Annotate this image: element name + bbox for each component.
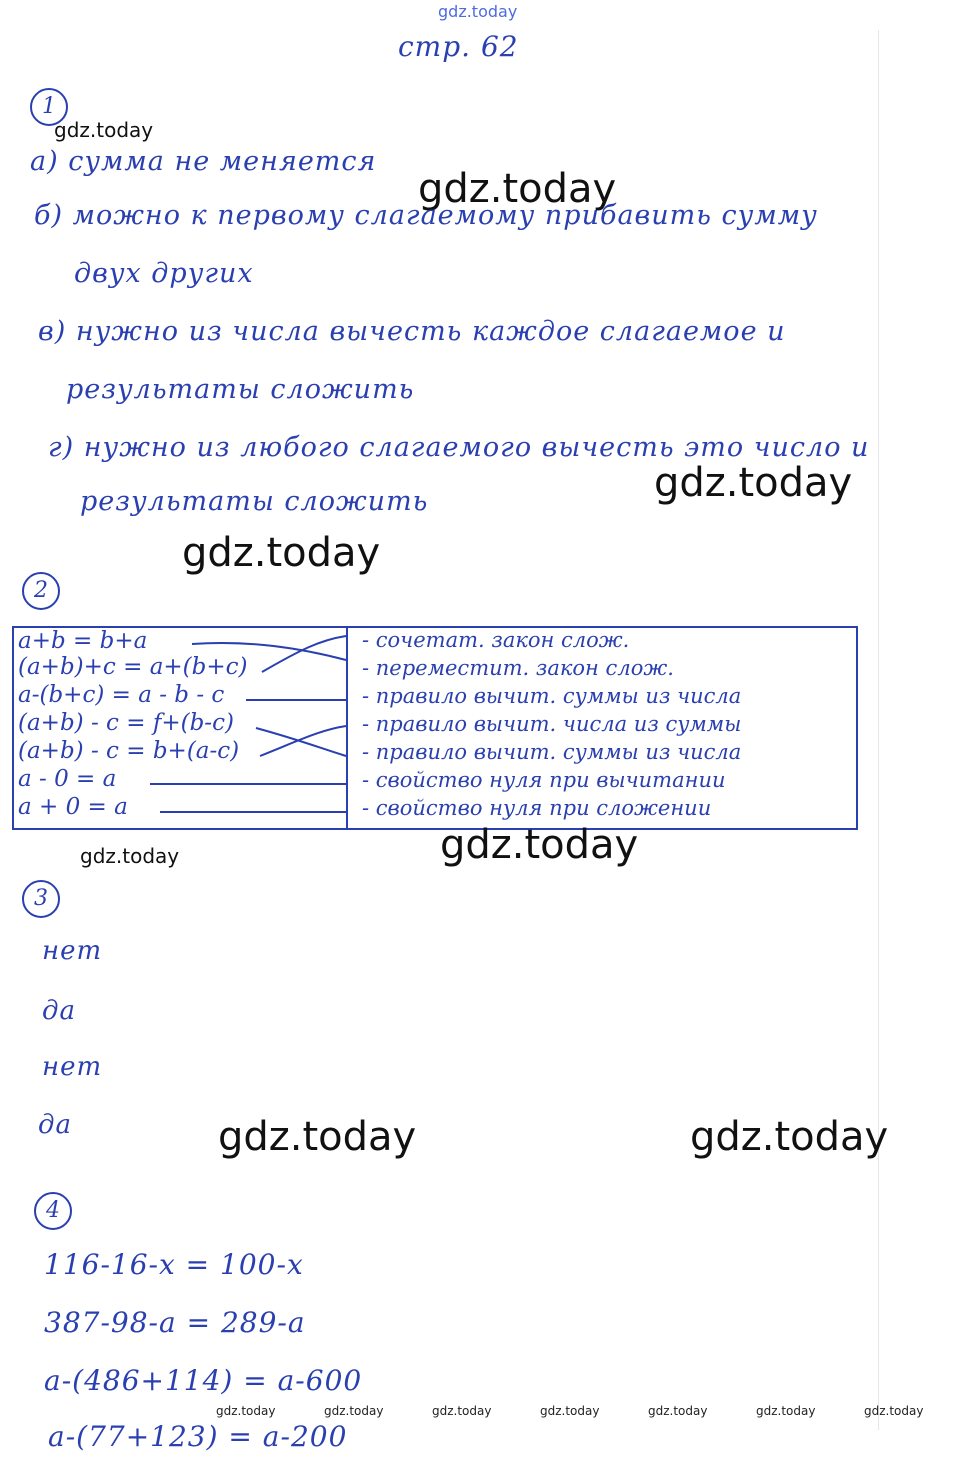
task2-left-1: a+b = b+a	[18, 628, 148, 654]
task2-number: 2	[22, 572, 60, 610]
task4-line-3: a-(486+114) = a-600	[44, 1364, 363, 1397]
page-label: стр. 62	[398, 30, 519, 63]
connector-line	[192, 643, 346, 660]
task2-right-1: - сочетат. закон слож.	[362, 628, 630, 652]
task1-line-g2: результаты сложить	[80, 486, 429, 517]
watermark-large: gdz.today	[690, 1114, 889, 1160]
watermark-small: gdz.today	[864, 1404, 924, 1418]
task4-line-4: a-(77+123) = a-200	[48, 1420, 348, 1453]
task2-right-6: - свойство нуля при вычитании	[362, 768, 726, 792]
task3-answer-4: да	[38, 1110, 72, 1140]
task2-left-7: a + 0 = a	[18, 794, 128, 820]
watermark-small: gdz.today	[756, 1404, 816, 1418]
watermark-large: gdz.today	[218, 1114, 417, 1160]
watermark-large: gdz.today	[182, 530, 381, 576]
watermark-small: gdz.today	[54, 118, 154, 142]
task2-left-3: a-(b+c) = a - b - c	[18, 682, 225, 708]
top-watermark: gdz.today	[438, 2, 518, 21]
task2-left-6: a - 0 = a	[18, 766, 117, 792]
task1-line-g: г) нужно из любого слагаемого вычесть это число и	[48, 432, 870, 463]
watermark-small: gdz.today	[648, 1404, 708, 1418]
task2-right-2: - переместит. закон слож.	[362, 656, 674, 680]
task3-answer-1: нет	[42, 936, 103, 966]
task1-line-a: а) сумма не меняется	[30, 146, 377, 177]
task1-number: 1	[30, 88, 68, 126]
watermark-small: gdz.today	[432, 1404, 492, 1418]
watermark-large: gdz.today	[440, 822, 639, 868]
task1-line-b2: двух других	[74, 258, 254, 289]
task2-right-5: - правило вычит. суммы из числа	[362, 740, 742, 764]
watermark-large: gdz.today	[654, 460, 853, 506]
task2-left-4: (a+b) - c = f+(b-c)	[18, 710, 234, 736]
watermark-small: gdz.today	[540, 1404, 600, 1418]
watermark-large: gdz.today	[418, 166, 617, 212]
task1-line-b: б) можно к первому слагаемому прибавить сумму	[34, 200, 818, 231]
task3-number: 3	[22, 880, 60, 918]
watermark-small: gdz.today	[80, 844, 180, 868]
connector-line	[262, 636, 346, 672]
task2-right-3: - правило вычит. суммы из числа	[362, 684, 742, 708]
task2-right-7: - свойство нуля при сложении	[362, 796, 712, 820]
task3-answer-3: нет	[42, 1052, 103, 1082]
task1-line-v2: результаты сложить	[66, 374, 415, 405]
task2-left-5: (a+b) - c = b+(a-c)	[18, 738, 240, 764]
task2-right-4: - правило вычит. числа из суммы	[362, 712, 742, 736]
watermark-small: gdz.today	[324, 1404, 384, 1418]
task4-line-2: 387-98-a = 289-a	[44, 1306, 306, 1339]
task1-line-v: в) нужно из числа вычесть каждое слагаемое и	[38, 316, 786, 347]
task4-line-1: 116-16-x = 100-x	[44, 1248, 304, 1281]
task4-number: 4	[34, 1192, 72, 1230]
task3-answer-2: да	[42, 996, 76, 1026]
watermark-small: gdz.today	[216, 1404, 276, 1418]
task2-left-2: (a+b)+c = a+(b+c)	[18, 654, 248, 680]
